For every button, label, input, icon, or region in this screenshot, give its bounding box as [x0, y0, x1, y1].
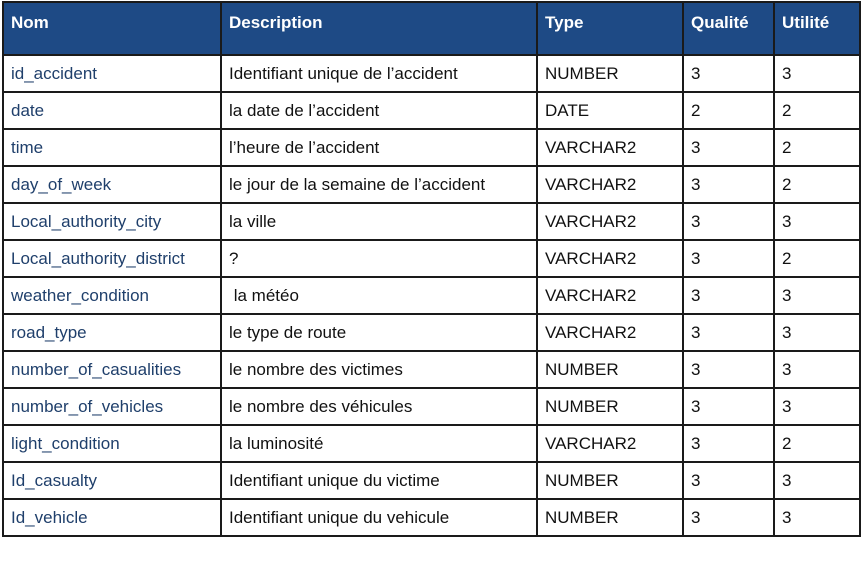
- cell-qualite: 3: [683, 462, 774, 499]
- cell-utilite: 3: [774, 499, 860, 536]
- cell-nom: road_type: [3, 314, 221, 351]
- header-nom: Nom: [3, 2, 221, 55]
- cell-description: la météo: [221, 277, 537, 314]
- cell-description: le type de route: [221, 314, 537, 351]
- cell-type: NUMBER: [537, 388, 683, 425]
- table-row: [3, 314, 860, 351]
- table-row: [3, 92, 860, 129]
- cell-type: NUMBER: [537, 462, 683, 499]
- table-row: [3, 55, 860, 92]
- cell-qualite: 3: [683, 55, 774, 92]
- cell-description: le jour de la semaine de l’accident: [221, 166, 537, 203]
- table-row: [3, 277, 860, 314]
- cell-description: ?: [221, 240, 537, 277]
- cell-description: la date de l’accident: [221, 92, 537, 129]
- header-utilite: Utilité: [774, 2, 860, 55]
- cell-nom: light_condition: [3, 425, 221, 462]
- table-row: [3, 425, 860, 462]
- cell-type: NUMBER: [537, 499, 683, 536]
- table-row: [3, 499, 860, 536]
- cell-qualite: 2: [683, 92, 774, 129]
- cell-qualite: 3: [683, 499, 774, 536]
- cell-nom: day_of_week: [3, 166, 221, 203]
- cell-type: VARCHAR2: [537, 314, 683, 351]
- cell-utilite: 3: [774, 351, 860, 388]
- cell-type: VARCHAR2: [537, 277, 683, 314]
- header-description: Description: [221, 2, 537, 55]
- cell-description: Identifiant unique de l’accident: [221, 55, 537, 92]
- table-body: [3, 55, 860, 536]
- cell-type: VARCHAR2: [537, 129, 683, 166]
- cell-utilite: 3: [774, 203, 860, 240]
- cell-qualite: 3: [683, 129, 774, 166]
- header-type: Type: [537, 2, 683, 55]
- table-row: [3, 203, 860, 240]
- cell-qualite: 3: [683, 240, 774, 277]
- cell-qualite: 3: [683, 314, 774, 351]
- table-row: [3, 388, 860, 425]
- cell-qualite: 3: [683, 166, 774, 203]
- cell-type: DATE: [537, 92, 683, 129]
- cell-nom: Id_casualty: [3, 462, 221, 499]
- cell-nom: Local_authority_city: [3, 203, 221, 240]
- cell-nom: Local_authority_district: [3, 240, 221, 277]
- cell-qualite: 3: [683, 203, 774, 240]
- cell-description: la ville: [221, 203, 537, 240]
- cell-type: NUMBER: [537, 55, 683, 92]
- cell-description: Identifiant unique du vehicule: [221, 499, 537, 536]
- cell-qualite: 3: [683, 277, 774, 314]
- cell-qualite: 3: [683, 388, 774, 425]
- cell-description: la luminosité: [221, 425, 537, 462]
- table-header: [3, 2, 860, 55]
- cell-utilite: 2: [774, 129, 860, 166]
- cell-nom: number_of_casualities: [3, 351, 221, 388]
- table-row: [3, 240, 860, 277]
- header-qualite: Qualité: [683, 2, 774, 55]
- cell-utilite: 3: [774, 462, 860, 499]
- header-row: [3, 2, 860, 55]
- table-row: [3, 351, 860, 388]
- cell-utilite: 2: [774, 425, 860, 462]
- cell-type: NUMBER: [537, 351, 683, 388]
- cell-utilite: 3: [774, 314, 860, 351]
- cell-type: VARCHAR2: [537, 203, 683, 240]
- cell-type: VARCHAR2: [537, 166, 683, 203]
- table-row: [3, 166, 860, 203]
- table-row: [3, 129, 860, 166]
- cell-nom: time: [3, 129, 221, 166]
- cell-type: VARCHAR2: [537, 240, 683, 277]
- cell-description: Identifiant unique du victime: [221, 462, 537, 499]
- cell-utilite: 2: [774, 240, 860, 277]
- cell-utilite: 3: [774, 388, 860, 425]
- cell-description: l’heure de l’accident: [221, 129, 537, 166]
- cell-description: le nombre des victimes: [221, 351, 537, 388]
- cell-utilite: 2: [774, 92, 860, 129]
- cell-utilite: 2: [774, 166, 860, 203]
- cell-description: le nombre des véhicules: [221, 388, 537, 425]
- cell-nom: id_accident: [3, 55, 221, 92]
- data-dictionary-table: [2, 1, 861, 537]
- table-row: [3, 462, 860, 499]
- cell-type: VARCHAR2: [537, 425, 683, 462]
- cell-utilite: 3: [774, 55, 860, 92]
- cell-nom: date: [3, 92, 221, 129]
- cell-nom: Id_vehicle: [3, 499, 221, 536]
- cell-nom: number_of_vehicles: [3, 388, 221, 425]
- cell-utilite: 3: [774, 277, 860, 314]
- cell-nom: weather_condition: [3, 277, 221, 314]
- cell-qualite: 3: [683, 351, 774, 388]
- cell-qualite: 3: [683, 425, 774, 462]
